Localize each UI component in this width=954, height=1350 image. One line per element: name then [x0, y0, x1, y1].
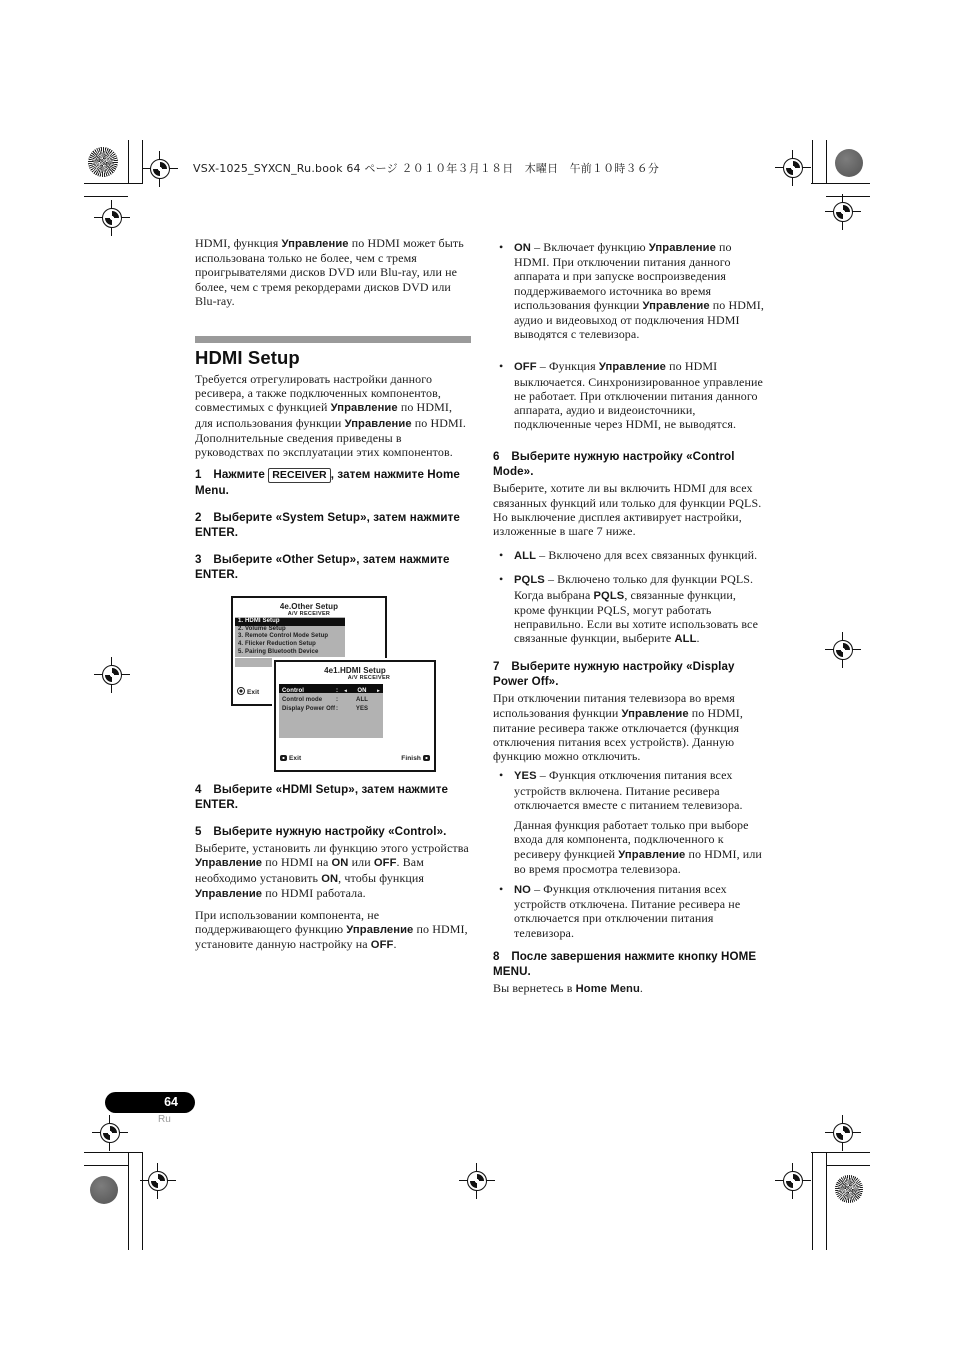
step-3-heading: 3 Выберите «Other Setup», затем нажмите ENTER. [195, 553, 450, 582]
osd-finish-hint [401, 752, 430, 766]
left-arrow-icon: ◄ [343, 688, 348, 694]
list-item-all: • ALL – Включено для всех связанных функций. [493, 548, 765, 563]
registration-mark [142, 151, 178, 187]
osd-menu-item: 3. Remote Control Mode Setup [238, 633, 329, 640]
display-power-off-options-list [493, 768, 765, 939]
registration-mark [459, 1163, 495, 1199]
osd-menu-item-selected: 1. HDMI Setup [235, 618, 345, 626]
osd-settings-table [279, 684, 383, 738]
crop-mark [811, 183, 870, 184]
crop-mark [84, 1165, 128, 1166]
step-6-heading: 6 Выберите нужную настройку «Control Mode». [493, 450, 735, 479]
yes-option-note: Данная функция работает только при выборе входа для компонента, подключенного к ресиверу функцией Управление по HDMI, или во время просмотра телевизора. [514, 818, 762, 876]
osd-row-colon: : [336, 697, 339, 704]
crop-mark [812, 140, 813, 184]
osd-row-control-mode [279, 693, 383, 702]
right-column [493, 236, 765, 996]
osd-exit-hint [280, 752, 301, 766]
osd-receiver-label: A/V RECEIVER [287, 611, 331, 618]
step-4-heading: 4 Выберите «HDMI Setup», затем нажмите ENTER. [195, 783, 449, 812]
control-mode-options-list [493, 548, 765, 646]
right-arrow-icon: ► [376, 688, 381, 694]
color-patch-top-right [835, 149, 863, 177]
return-icon [237, 687, 245, 695]
step-5-paragraph-2: При использовании компонента, не поддерживающего функцию Управление по HDMI, установите данную настройку на OFF. [195, 908, 468, 952]
registration-mark [825, 194, 861, 230]
crop-mark [811, 1152, 870, 1153]
step-5-paragraph: Выберите, установить ли функцию этого устройства Управление по HDMI на ON или OFF. Вам необходимо установить ON, чтобы функция Управление по HDMI работала. [195, 841, 469, 900]
registration-mark [825, 1115, 861, 1151]
crop-mark [128, 1152, 129, 1250]
step-1-heading: 1 Нажмите RECEIVER , затем нажмите Home Menu. [195, 468, 460, 498]
osd-row-colon: : [336, 706, 339, 713]
osd-row-control [279, 684, 383, 693]
list-item-no: • NO – Функция отключения питания всех устройств отключена. Питание ресивера не отключается при отключении питания телевизора. [493, 882, 765, 940]
page-number-badge [105, 1092, 195, 1113]
osd-receiver-label: A/V RECEIVER [347, 675, 391, 682]
step-7-heading: 7 Выберите нужную настройку «Display Power Off». [493, 660, 735, 689]
yes-option-text: YES – Функция отключения питания всех устройств включена. Питание ресивера отключается вместе с питанием телевизора. [514, 768, 743, 812]
enter-icon [423, 755, 430, 761]
osd-panel-hdmi-setup [274, 660, 436, 772]
color-patch-top-left [88, 147, 118, 177]
osd-menu-item: 4. Flicker Reduction Setup [238, 641, 316, 648]
step-5-heading: 5 Выберите нужную настройку «Control». [195, 825, 447, 839]
osd-finish-label: Finish [401, 755, 421, 763]
osd-row-colon: : [336, 688, 339, 695]
registration-mark [92, 1115, 128, 1151]
step-8-paragraph: Вы вернетесь в Home Menu. [493, 980, 643, 995]
osd-exit-label: Exit [247, 689, 260, 697]
return-icon [280, 755, 287, 761]
osd-row-display-power-off [279, 702, 383, 711]
step-6-paragraph: Выберите, хотите ли вы включить HDMI для всех связанных функций или только для функции PQLS. Но выключение дисплея активирует настройки, изложенные в шаге 7 ниже. [493, 481, 762, 539]
list-item-yes [493, 768, 765, 875]
color-patch-bottom-left [90, 1176, 118, 1204]
section-intro-paragraph: Требуется отрегулировать настройки данного ресивера, а также подключенных компонентов, совместимых с функцией Управление по HDMI, для использования функции Управление по HDMI. Дополнительные сведения приведены в руководствах по эксплуатации этих компонентов. [195, 372, 467, 460]
color-patch-bottom-right [835, 1175, 863, 1203]
osd-row-value: ALL [356, 697, 368, 704]
crop-mark [826, 1165, 870, 1166]
crop-mark [826, 1152, 827, 1250]
intro-paragraph: HDMI, функция Управление по HDMI может быть использована только не более, чем с тремя проигрывателями дисков DVD или Blu-ray, или не более, чем с тремя рекордерами дисков DVD или Blu-ray. [195, 236, 464, 308]
osd-row-label: Control mode [282, 697, 323, 704]
crop-mark [128, 140, 129, 184]
section-divider [195, 336, 471, 343]
crop-mark [812, 1152, 813, 1250]
registration-mark [94, 200, 130, 236]
step-2-heading: 2 Выберите «System Setup», затем нажмите ENTER. [195, 511, 460, 540]
osd-exit-hint [237, 686, 259, 700]
osd-screenshot-figure [195, 594, 471, 776]
crop-mark [84, 1152, 143, 1153]
crop-mark [84, 196, 128, 197]
list-item-on: • ON – Включает функцию Управление по HDMI. При отключении питания данного аппарата и при запуске воспроизведения поддерживаемого источника во время использования функции Управление по HDMI, аудио и видеовыход от подключения HDMI выводятся с телевизора. [493, 240, 765, 341]
step-7-paragraph: При отключении питания телевизора во время использования функции Управление по HDMI, питание ресивера также отключается (функция отключения питания всех устройств). Данную функцию можно отключить. [493, 691, 743, 764]
control-options-list [493, 240, 765, 431]
crop-mark [826, 140, 827, 184]
page-number: 64 [164, 1095, 178, 1109]
section-title: HDMI Setup [195, 347, 300, 369]
registration-mark [825, 632, 861, 668]
doc-header-text: VSX-1025_SYXCN_Ru.book 64 ページ ２０１０年３月１８日 木曜日 午前１０時３６分 [193, 162, 660, 175]
crop-mark [84, 183, 143, 184]
osd-row-label: Display Power Off [282, 706, 336, 713]
left-column [195, 236, 471, 953]
list-item-pqls: • PQLS – Включено только для функции PQLS. Когда выбрана PQLS, связанные функции, кроме функции PQLS, могут работать неправильно. Если вы хотите использовать все связанные функции, выберите ALL. [493, 572, 765, 646]
osd-exit-label: Exit [289, 755, 302, 763]
osd-screen-title: 4e.Other Setup [279, 602, 339, 612]
osd-row-value: YES [355, 706, 369, 713]
osd-row-value: ON [357, 688, 367, 695]
page-language: Ru [158, 1114, 171, 1125]
registration-mark [140, 1163, 176, 1199]
registration-mark [775, 1163, 811, 1199]
osd-footer [280, 752, 430, 766]
registration-mark [775, 150, 811, 186]
osd-row-label: Control [282, 688, 305, 695]
osd-menu-item: 2. Volume Setup [238, 625, 286, 632]
osd-screen-title: 4e1.HDMI Setup [324, 666, 386, 676]
osd-menu-item: 5. Pairing Bluetooth Device [238, 648, 319, 655]
osd-menu [235, 617, 345, 657]
list-item-off: • OFF – Функция Управление по HDMI выключается. Синхронизированное управление не работает. При отключении питания данного аппарата, аудио и видеоисточники, подключенные через HDMI, не выводятся. [493, 359, 765, 431]
registration-mark [94, 657, 130, 693]
step-8-heading: 8 После завершения нажмите кнопку HOME MENU. [493, 949, 757, 978]
